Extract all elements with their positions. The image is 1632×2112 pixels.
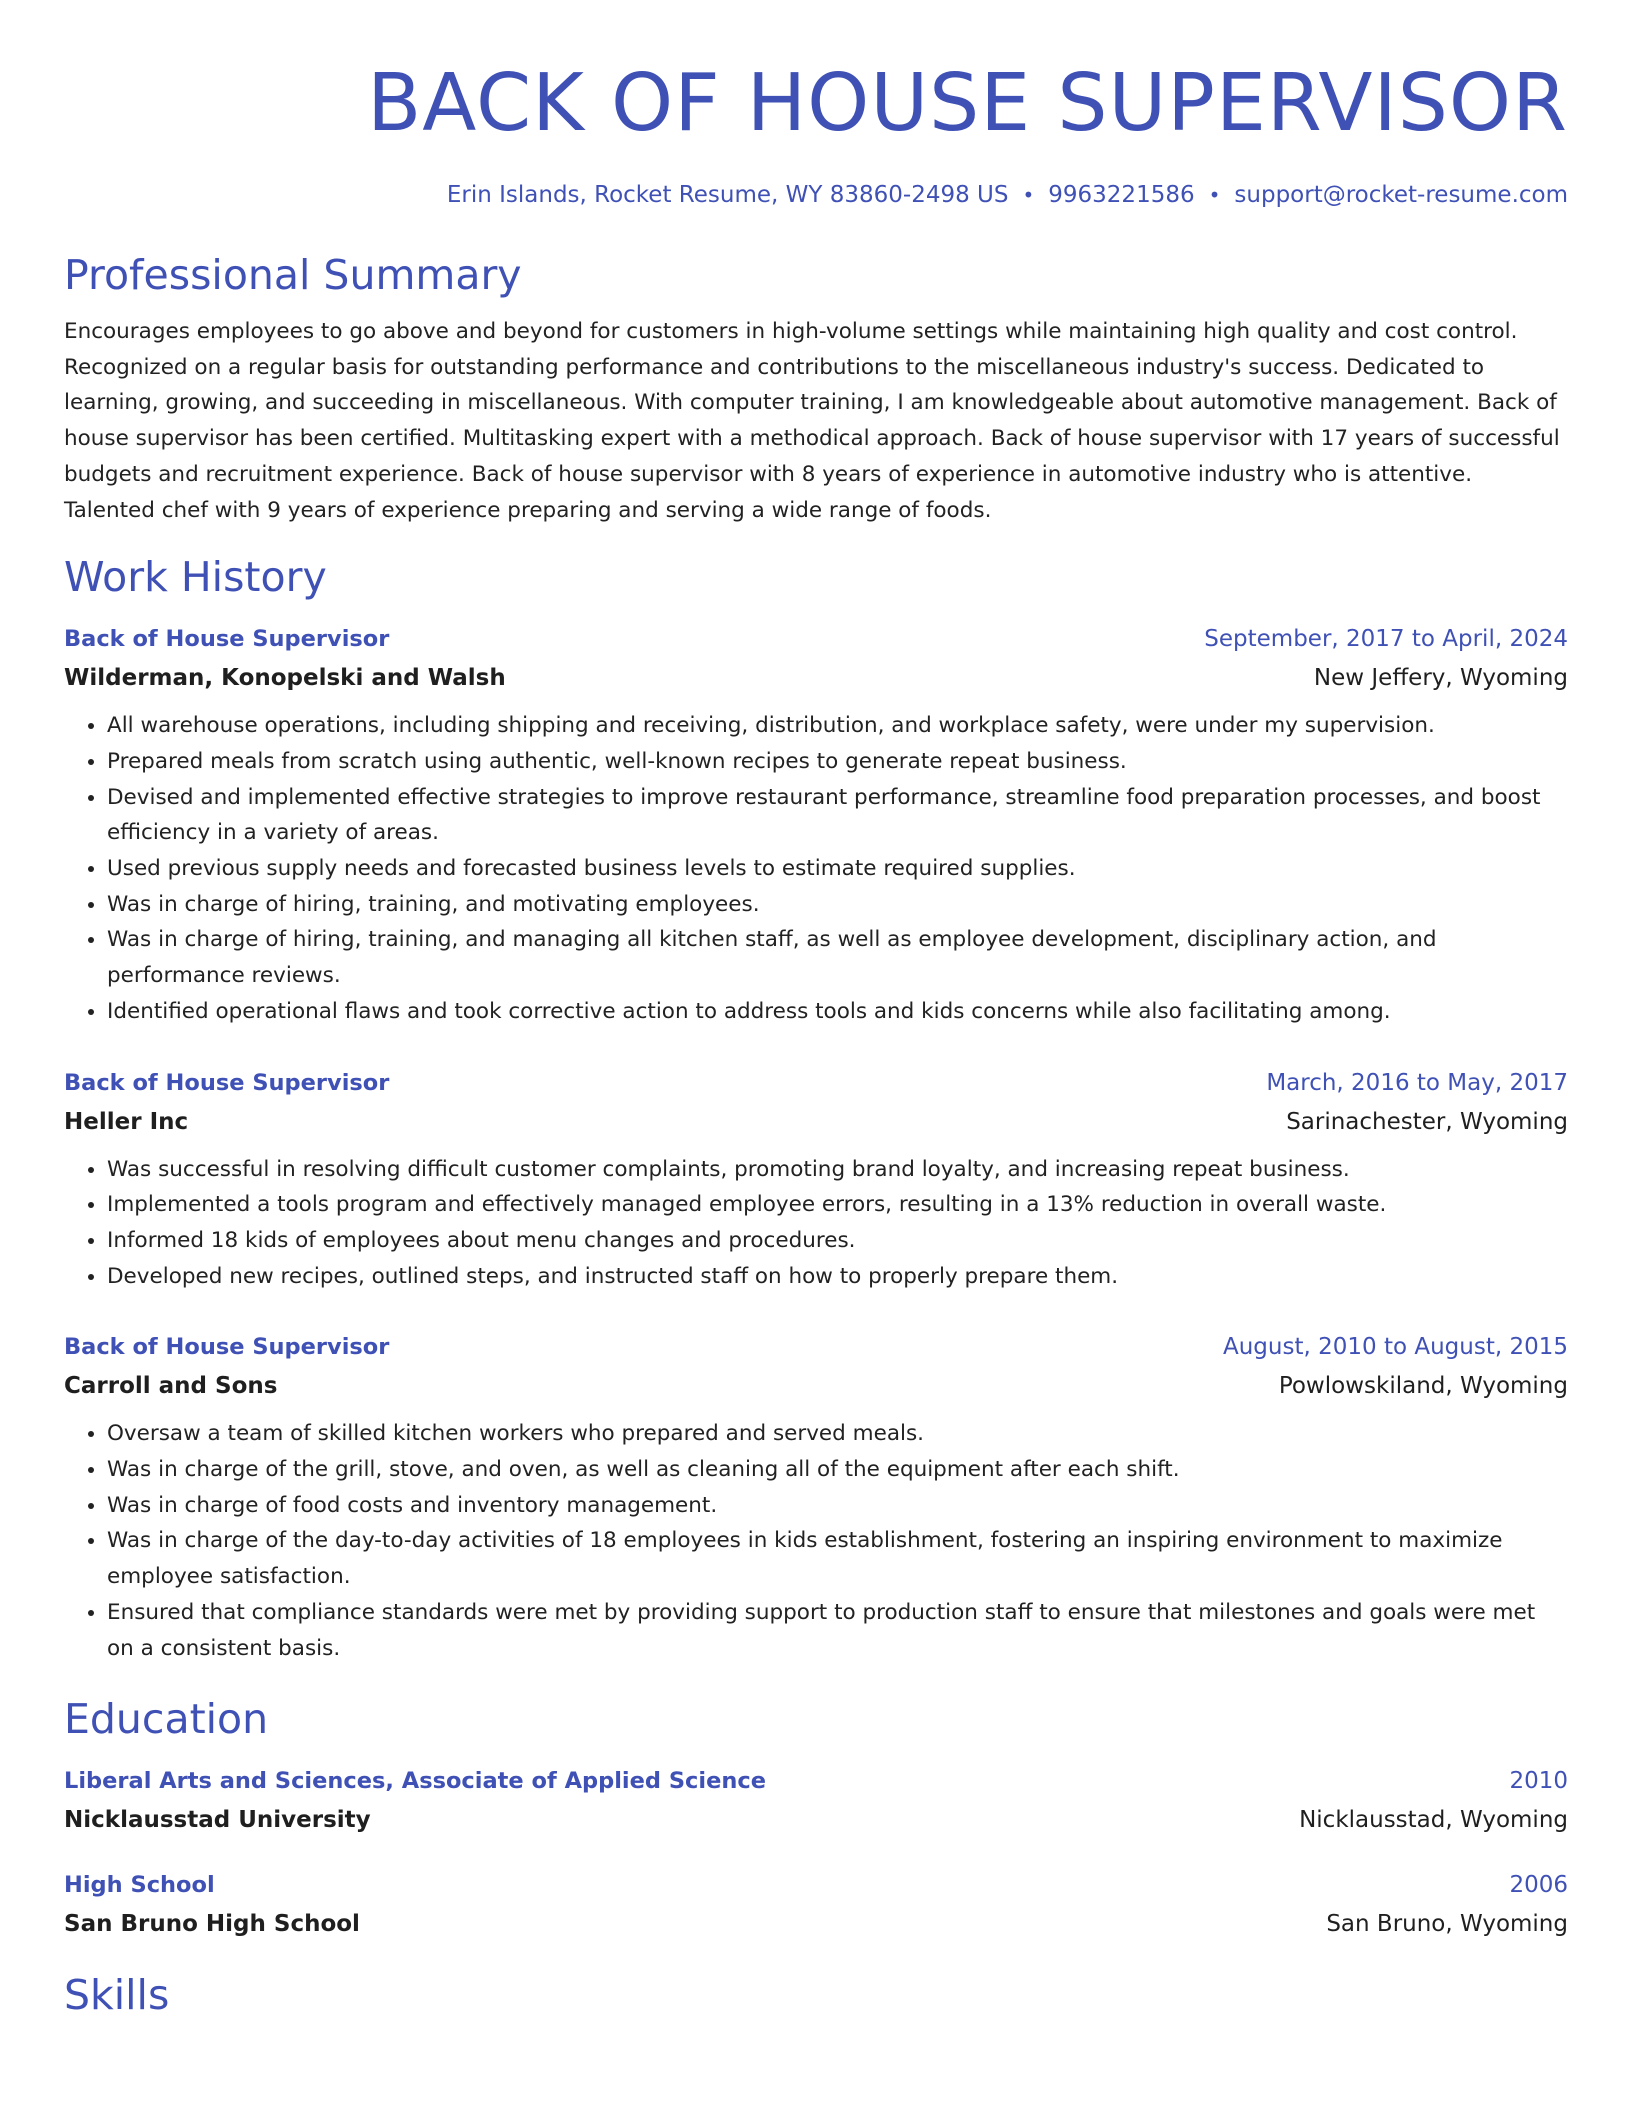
job-location: Powlowskiland, Wyoming xyxy=(1278,1373,1568,1400)
contact-email[interactable]: support@rocket-resume.com xyxy=(1234,182,1568,208)
job-dates: September, 2017 to April, 2024 xyxy=(1204,626,1568,653)
job-bullet: • Was in charge of hiring, training, and motivating employees. xyxy=(107,887,1568,923)
job-company: Heller Inc xyxy=(64,1108,189,1135)
section-title-education: Education xyxy=(64,1695,269,1744)
job-dates: March, 2016 to May, 2017 xyxy=(1266,1069,1568,1096)
job-bullet: • Ensured that compliance standards were met by providing support to production staff to ensure that milestones and goals were met on a consistent basis. xyxy=(107,1595,1568,1666)
contact-line xyxy=(64,180,1568,210)
education-header-row xyxy=(64,1762,1568,1800)
job-bullets xyxy=(64,1152,1568,1295)
job-bullets xyxy=(64,708,1568,1029)
job-bullet: • Used previous supply needs and forecasted business levels to estimate required supplies. xyxy=(107,851,1568,887)
section-title-skills: Skills xyxy=(64,1971,170,2020)
education-location: San Bruno, Wyoming xyxy=(1326,1911,1568,1938)
job-bullet: • Was in charge of food costs and inventory management. xyxy=(107,1488,1568,1524)
contact-address: Erin Islands, Rocket Resume, WY 83860-2498 US xyxy=(446,182,1009,208)
job-dates: August, 2010 to August, 2015 xyxy=(1223,1334,1568,1361)
job-header-row xyxy=(64,620,1568,658)
contact-separator: • xyxy=(1022,183,1035,207)
resume-header xyxy=(64,56,1568,210)
job-role: Back of House Supervisor xyxy=(64,626,390,653)
job-entry xyxy=(64,1064,1568,1295)
job-company-row xyxy=(64,1102,1568,1142)
education-year: 2010 xyxy=(1509,1768,1568,1795)
job-bullet: • Devised and implemented effective strategies to improve restaurant performance, streamline food preparation processes, and boost efficiency in a variety of areas. xyxy=(107,780,1568,851)
job-company-row xyxy=(64,1366,1568,1406)
education-school-row xyxy=(64,1904,1568,1944)
job-bullet: • Implemented a tools program and effectively managed employee errors, resulting in a 13% reduction in overall waste. xyxy=(107,1187,1568,1223)
job-entry xyxy=(64,1328,1568,1666)
job-company: Carroll and Sons xyxy=(64,1373,278,1400)
job-bullet: • Identified operational flaws and took corrective action to address tools and kids concerns while also facilitating among. xyxy=(107,994,1568,1030)
job-header-row xyxy=(64,1064,1568,1102)
education-header-row xyxy=(64,1866,1568,1904)
job-bullet: • Informed 18 kids of employees about menu changes and procedures. xyxy=(107,1223,1568,1259)
education-location: Nicklausstad, Wyoming xyxy=(1299,1807,1568,1834)
contact-separator: • xyxy=(1208,183,1221,207)
job-bullet: • Was in charge of the grill, stove, and oven, as well as cleaning all of the equipment after each shift. xyxy=(107,1452,1568,1488)
job-bullets xyxy=(64,1416,1568,1666)
education-school: San Bruno High School xyxy=(64,1911,360,1938)
job-bullet: • Was in charge of the day-to-day activities of 18 employees in kids establishment, fostering an inspiring environment to maximize employee satisfaction. xyxy=(107,1523,1568,1594)
job-bullet: • Prepared meals from scratch using authentic, well-known recipes to generate repeat business. xyxy=(107,744,1568,780)
education-school-row xyxy=(64,1800,1568,1840)
education-school: Nicklausstad University xyxy=(64,1807,371,1834)
job-location: New Jeffery, Wyoming xyxy=(1313,665,1568,692)
job-bullet: • Developed new recipes, outlined steps, and instructed staff on how to properly prepare them. xyxy=(107,1259,1568,1295)
education-entry xyxy=(64,1866,1568,1944)
section-title-work-history: Work History xyxy=(64,553,327,602)
job-role: Back of House Supervisor xyxy=(64,1334,390,1361)
job-company-row xyxy=(64,658,1568,698)
job-bullet: • Was in charge of hiring, training, and managing all kitchen staff, as well as employee development, disciplinary action, and performance reviews. xyxy=(107,922,1568,993)
education-year: 2006 xyxy=(1509,1872,1568,1899)
summary-text: Encourages employees to go above and beyond for customers in high-volume settings while maintaining high quality and cost control. Recognized on a regular basis for outstanding performance and contributions to the miscellaneous industry's success. Dedicated to learning, growing, and succeeding in miscellaneous. With computer training, I am knowledgeable about automotive management. Back of house supervisor has been certified. Multitasking expert with a methodical approach. Back of house supervisor with 17 years of successful budgets and recruitment experience. Back of house supervisor with 8 years of experience in automotive industry who is attentive. Talented chef with 9 years of experience preparing and serving a wide range of foods. xyxy=(64,319,1560,523)
job-bullet: • All warehouse operations, including shipping and receiving, distribution, and workplace safety, were under my supervision. xyxy=(107,708,1568,744)
job-role: Back of House Supervisor xyxy=(64,1069,390,1096)
education-degree: High School xyxy=(64,1872,215,1899)
education-degree: Liberal Arts and Sciences, Associate of Applied Science xyxy=(64,1768,766,1795)
candidate-title: BACK OF HOUSE SUPERVISOR xyxy=(367,57,1568,149)
job-bullet: • Oversaw a team of skilled kitchen workers who prepared and served meals. xyxy=(107,1416,1568,1452)
job-header-row xyxy=(64,1328,1568,1366)
section-title-summary: Professional Summary xyxy=(64,251,522,299)
education-entry xyxy=(64,1762,1568,1840)
contact-phone: 9963221586 xyxy=(1048,182,1195,208)
job-entry xyxy=(64,620,1568,1029)
job-location: Sarinachester, Wyoming xyxy=(1286,1108,1568,1135)
job-company: Wilderman, Konopelski and Walsh xyxy=(64,665,506,692)
job-bullet: • Was successful in resolving difficult customer complaints, promoting brand loyalty, and increasing repeat business. xyxy=(107,1152,1568,1188)
